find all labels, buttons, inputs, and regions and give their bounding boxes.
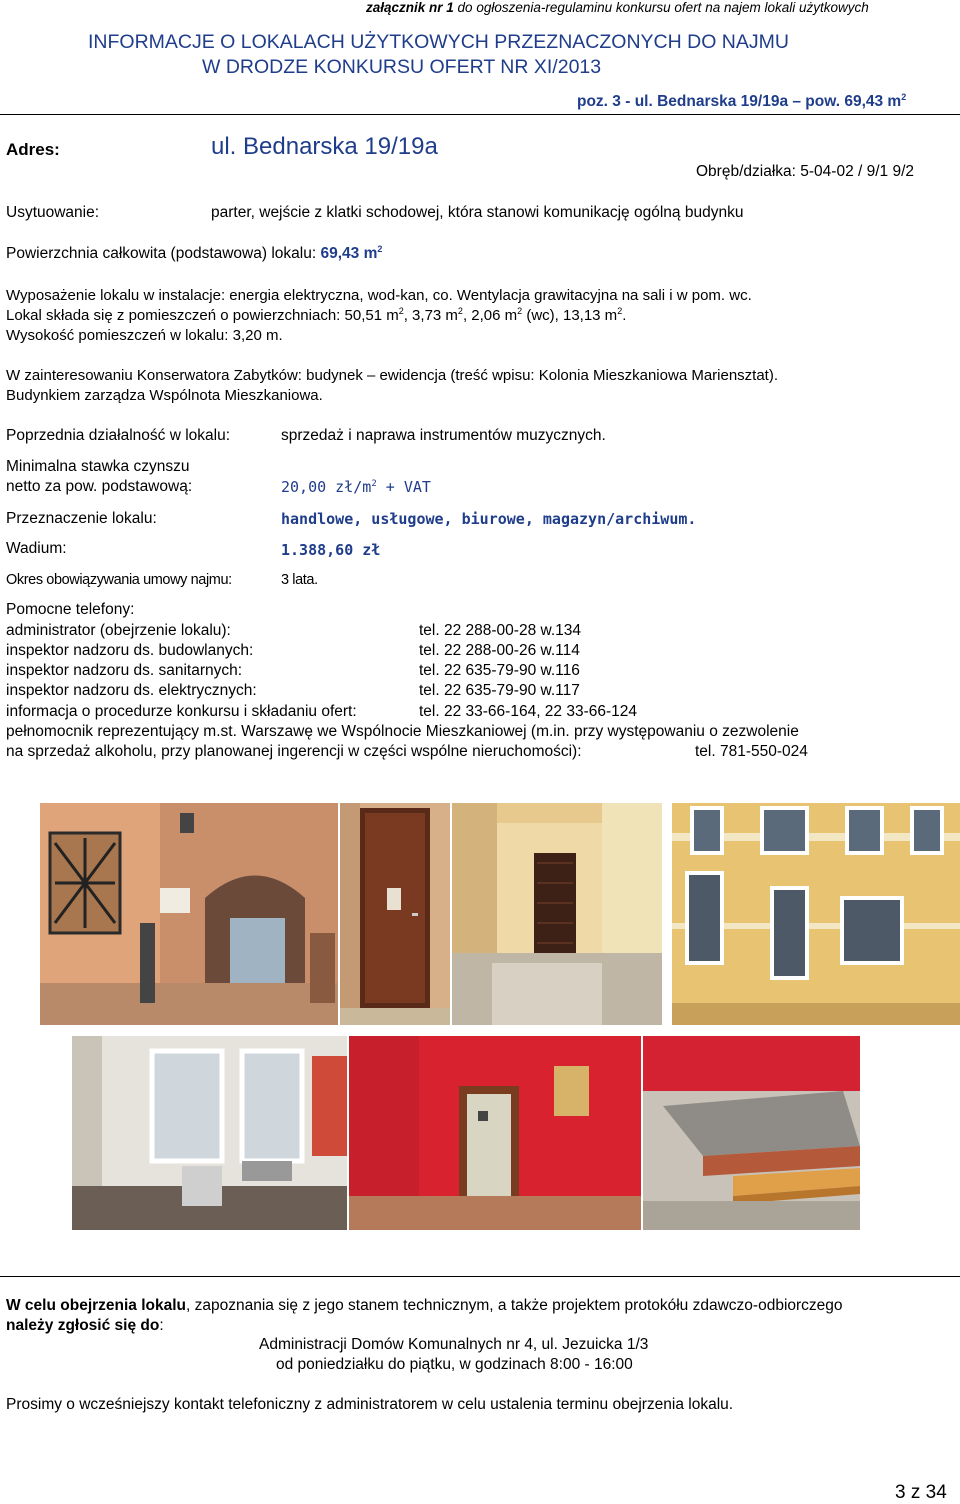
location-value: parter, wejście z klatki schodowej, która stanowi komunikację ogólną budynku (211, 204, 744, 221)
office-hours: od poniedziałku do piątku, w godzinach 8:00 - 16:00 (276, 1356, 633, 1373)
phone-number: tel. 22 288-00-28 w.134 (419, 622, 582, 639)
location-label: Usytuowanie: (6, 204, 100, 221)
prev-activity-value: sprzedaż i naprawa instrumentów muzycznych. (281, 427, 606, 444)
viewing-line2: należy zgłosić się do: (6, 1317, 164, 1334)
equipment-line2: Lokal składa się z pomieszczeń o powierzchniach: 50,51 $m^2$, 3,73 $m^2$, 2,06 $m^2$ (wc), 13,13 $m^2$. (6, 306, 627, 324)
phones-heading: Pomocne telefony: (6, 601, 135, 618)
plot-info: Obręb/działka: 5-04-02 / 9/1 9/2 (696, 163, 915, 180)
phone-number: tel. 22 33-66-164, 22 33-66-124 (419, 703, 638, 720)
section-divider (0, 1276, 960, 1277)
interior-windows-photo (72, 1036, 347, 1230)
purpose-value: handlowe, usługowe, biurowe, magazyn/archiwum. (281, 510, 697, 528)
facade-photo (672, 803, 960, 1025)
area-value: 69,43 $m^2$ (320, 243, 383, 262)
phone-number: tel. 22 288-00-26 w.114 (419, 642, 580, 659)
page-title-line1: INFORMACJE O LOKALACH UŻYTKOWYCH PRZEZNACZONYCH DO NAJMU (88, 31, 789, 53)
phone-number: tel. 22 635-79-90 w.117 (419, 682, 580, 699)
phone-label: informacja o procedurze konkursu i składaniu ofert: (6, 703, 357, 720)
phone-label: inspektor nadzoru ds. budowlanych: (6, 642, 254, 659)
red-wall-door-photo (349, 1036, 641, 1230)
address-value: ul. Bednarska 19/19a (211, 133, 438, 160)
attachment-note: załącznik nr 1 do ogłoszenia-regulaminu konkursu ofert na najem lokali użytkowych (366, 0, 869, 15)
hallway-door-photo (452, 803, 662, 1025)
page-title-line2: W DRODZE KONKURSU OFERT NR XI/2013 (202, 56, 602, 78)
office-address: Administracji Domów Komunalnych nr 4, ul. Jezuicka 1/3 (259, 1336, 649, 1353)
stage-platform-photo (643, 1036, 860, 1230)
proxy-line1: pełnomocnik reprezentujący m.st. Warszawę we Wspólnocie Mieszkaniowej (m.in. przy występowaniu o zezwolenie (6, 723, 799, 740)
phone-label: administrator (obejrzenie lokalu): (6, 622, 231, 639)
prev-activity-label: Poprzednia działalność w lokalu: (6, 427, 231, 444)
phone-label: inspektor nadzoru ds. elektrycznych: (6, 682, 257, 699)
page-number: 3 z 34 (895, 1482, 947, 1503)
deposit-value: 1.388,60 zł (281, 541, 381, 559)
proxy-tel: tel. 781-550-024 (695, 743, 808, 760)
address-label: Adres: (6, 140, 60, 159)
equipment-line1: Wyposażenie lokalu w instalacje: energia elektryczna, wod-kan, co. Wentylacja grawitacyjna na sali i w pom. wc. (6, 287, 752, 304)
term-value: 3 lata. (281, 572, 318, 588)
conservator-line1: W zainteresowaniu Konserwatora Zabytków: budynek – ewidencja (treść wpisu: Kolonia Mieszkaniowa Mariensztat). (6, 367, 779, 384)
term-label: Okres obowiązywania umowy najmu: (6, 572, 232, 588)
conservator-line2: Budynkiem zarządza Wspólnota Mieszkaniowa. (6, 387, 323, 404)
rent-label-line2: netto za pow. podstawową: (6, 478, 193, 495)
courtyard-entrance-photo (40, 803, 338, 1025)
deposit-label: Wadium: (6, 540, 67, 557)
brown-door-photo (340, 803, 450, 1025)
header-divider (0, 114, 960, 115)
proxy-line2: na sprzedaż alkoholu, przy planowanej ingerencji w części wspólne nieruchomości): (6, 743, 582, 760)
purpose-label: Przeznaczenie lokalu: (6, 510, 157, 527)
viewing-note: Prosimy o wcześniejszy kontakt telefoniczny z administratorem w celu ustalenia terminu obejrzenia lokalu. (6, 1396, 734, 1413)
rent-label-line1: Minimalna stawka czynszu (6, 458, 190, 475)
phone-label: inspektor nadzoru ds. sanitarnych: (6, 662, 243, 679)
equipment-line3: Wysokość pomieszczeń w lokalu: 3,20 m. (6, 327, 283, 344)
position-label: poz. 3 - ul. Bednarska 19/19a – pow. 69,43 $m^2$ (577, 91, 907, 110)
rent-value: 20,00 $zł/m^2$ + VAT (281, 478, 431, 496)
phone-number: tel. 22 635-79-90 w.116 (419, 662, 580, 679)
viewing-line1: W celu obejrzenia lokalu, zapoznania się z jego stanem technicznym, a także projektem protokółu zdawczo-odbiorczego (6, 1297, 843, 1314)
area-row: Powierzchnia całkowita (podstawowa) lokalu: 69,43 $m^2$ (6, 243, 383, 262)
